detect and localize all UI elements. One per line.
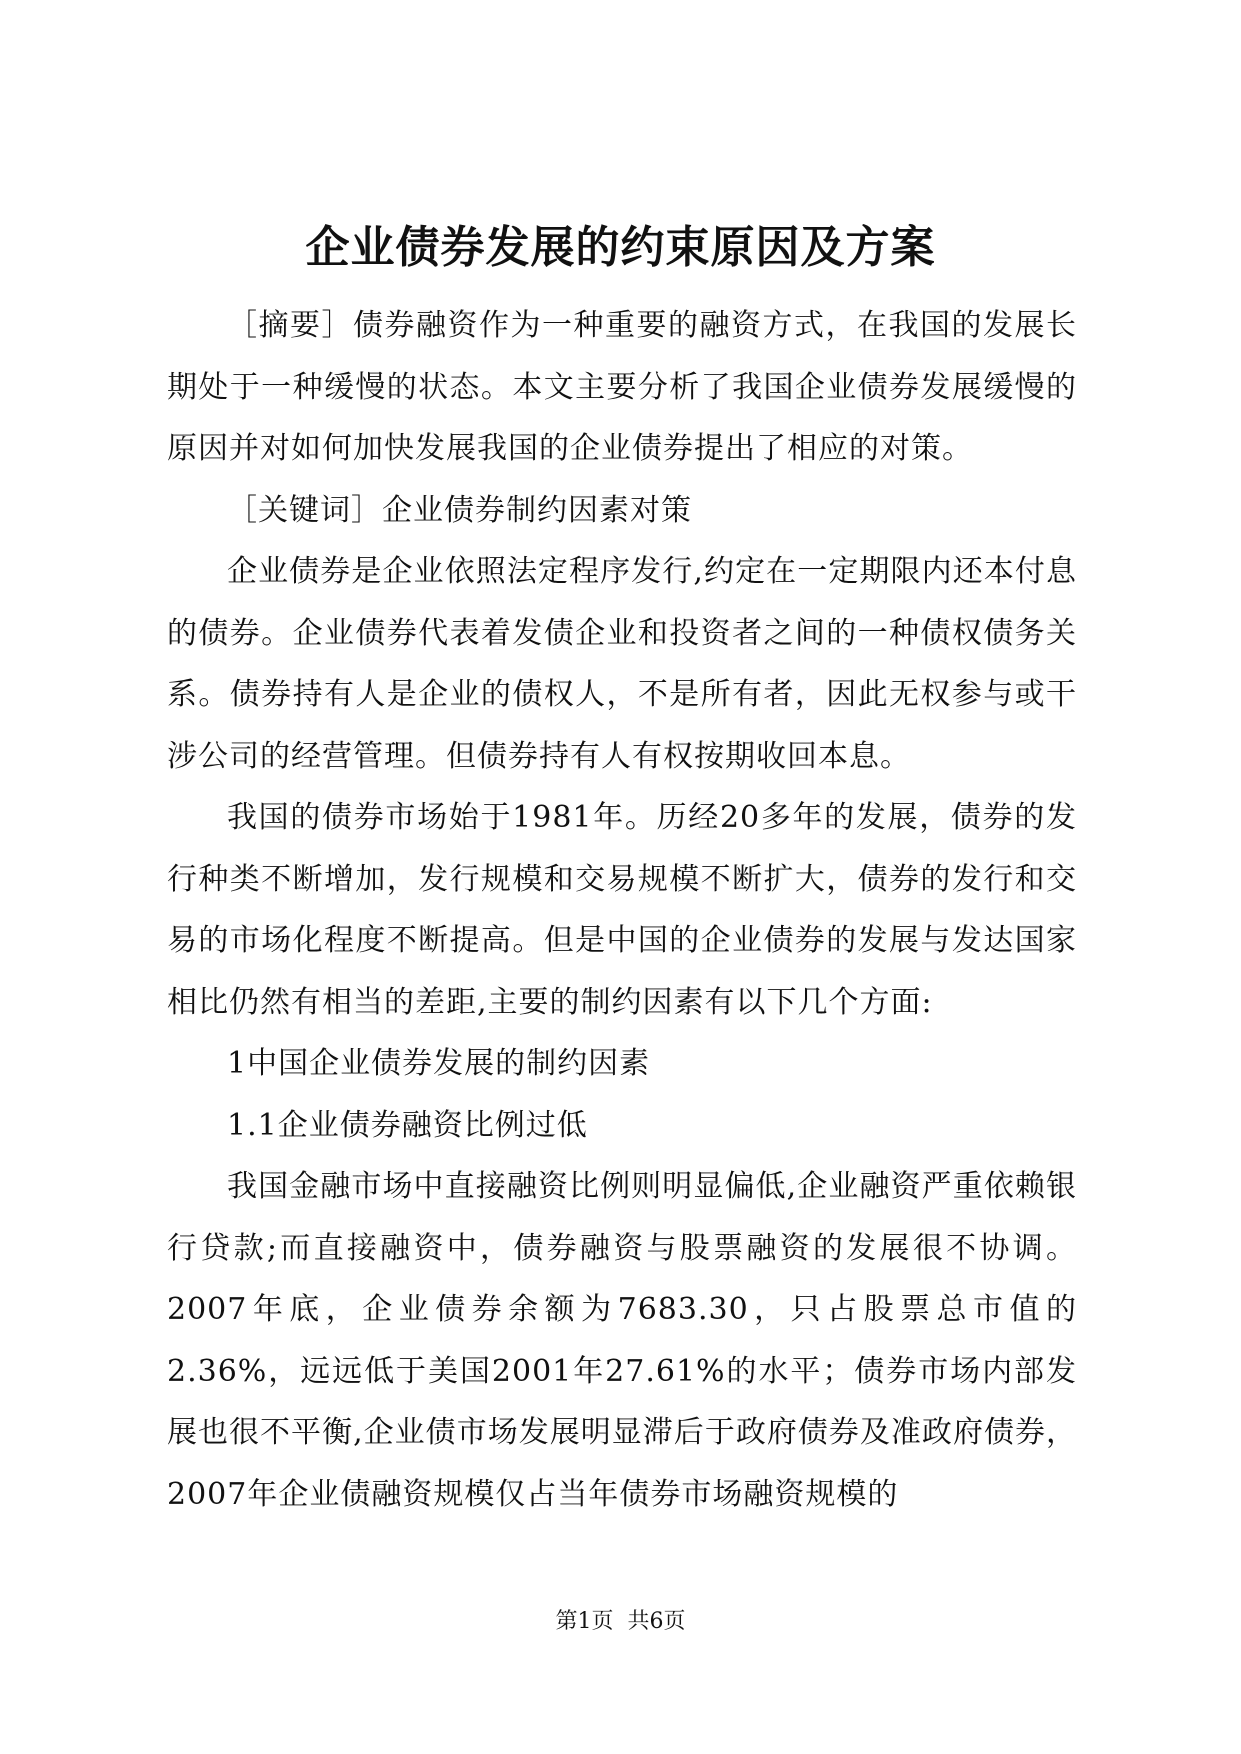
subsection-heading: 1.1企业债券融资比例过低 [227,1107,588,1143]
document-title: 企业债券发展的约束原因及方案 [305,222,936,273]
document-body [167,295,1077,1525]
page-number-footer: 第1页 共6页 [555,1609,686,1634]
keywords-paragraph: ［关键词］企业债券制约因素对策 [227,492,692,528]
body-paragraph: 我国的债券市场始于1981年。历经20多年的发展，债券的发行种类不断增加，发行规模和交易规模不断扩大，债券的发行和交易的市场化程度不断提高。但是中国的企业债券的发展与发达国家相比仍然有相当的差距,主要的制约因素有以下几个方面: [167,800,1077,1020]
body-paragraph: 我国金融市场中直接融资比例则明显偏低,企业融资严重依赖银行贷款;而直接融资中，债券融资与股票融资的发展很不协调。2007年底，企业债券余额为7683.30，只占股票总市值的2.36%，远远低于美国2001年27.61%的水平；债券市场内部发展也很不平衡,企业债市场发展明显滞后于政府债券及准政府债券，2007年企业债融资规模仅占当年债券市场融资规模的 [167,1169,1077,1512]
abstract-paragraph: ［摘要］债券融资作为一种重要的融资方式，在我国的发展长期处于一种缓慢的状态。本文主要分析了我国企业债券发展缓慢的原因并对如何加快发展我国的企业债券提出了相应的对策。 [167,308,1077,466]
section-heading: 1中国企业债券发展的制约因素 [227,1046,651,1081]
body-paragraph: 企业债券是企业依照法定程序发行,约定在一定期限内还本付息的债券。企业债券代表着发债企业和投资者之间的一种债权债务关系。债券持有人是企业的债权人，不是所有者，因此无权参与或干涉公司的经营管理。但债券持有人有权按期收回本息。 [167,554,1077,774]
